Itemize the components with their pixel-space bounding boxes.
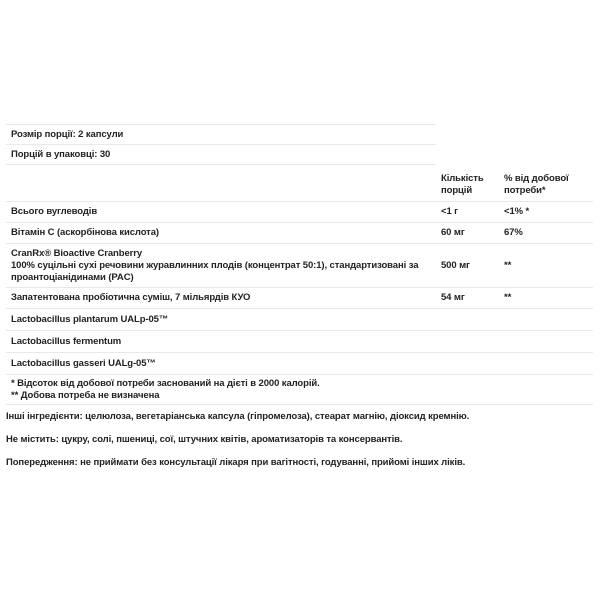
nutrient-name: Lactobacillus plantarum UALp-05™ bbox=[11, 313, 169, 325]
servings-per-container: Порцій в упаковці: 30 bbox=[11, 149, 111, 160]
nutrient-daily-value: 67% bbox=[504, 227, 523, 238]
nutrient-name: Вітамін С (аскорбінова кислота) bbox=[11, 227, 159, 238]
nutrient-name-description: 100% суцільні сухі речовини журавлинних плодів (концентрат 50:1), стандартизовані за проантоціанідинами (PAC) bbox=[11, 259, 419, 283]
nutrient-daily-value: ** bbox=[504, 292, 512, 303]
daily-value-note: * Відсоток від добової потреби заснований на дієті в 2000 калорій. bbox=[11, 377, 320, 389]
does-not-contain: Не містить: цукру, солі, пшениці, сої, штучних квітів, ароматизаторів та консервантів. bbox=[6, 434, 403, 445]
table-row bbox=[6, 244, 593, 288]
nutrient-daily-value: ** bbox=[504, 259, 512, 271]
nutrient-name: Всього вуглеводів bbox=[11, 206, 98, 217]
serving-size-row bbox=[6, 124, 436, 144]
nutrient-amount: 500 мг bbox=[441, 259, 470, 271]
nutrient-name bbox=[6, 248, 436, 284]
not-established-note: ** Добова потреба не визначена bbox=[11, 389, 160, 401]
table-row bbox=[6, 353, 593, 375]
table-row bbox=[6, 331, 593, 353]
table-row bbox=[6, 223, 593, 244]
servings-per-container-row bbox=[6, 144, 436, 165]
nutrition-table bbox=[6, 166, 593, 405]
serving-info-table bbox=[6, 124, 436, 165]
nutrient-amount: <1 г bbox=[441, 206, 459, 217]
nutrient-amount: 60 мг bbox=[441, 227, 465, 238]
other-ingredients: Інші інгредієнти: целюлоза, вегетаріанська капсула (гіпромелоза), стеарат магнію, діоксид кремнію. bbox=[6, 411, 470, 422]
table-row bbox=[6, 202, 593, 223]
nutrient-name: Lactobacillus gasseri UALg-05™ bbox=[11, 357, 156, 369]
nutrient-name: Lactobacillus fermentum bbox=[11, 335, 122, 347]
table-notes-row bbox=[6, 375, 593, 405]
serving-size: Розмір порції: 2 капсули bbox=[11, 129, 124, 140]
table-row bbox=[6, 309, 593, 331]
nutrient-daily-value: <1% * bbox=[504, 206, 530, 217]
table-notes bbox=[6, 378, 593, 402]
table-row bbox=[6, 288, 593, 309]
table-header-row bbox=[6, 166, 593, 202]
header-daily-value: % від добової потреби* bbox=[504, 172, 569, 196]
nutrient-name-title: CranRx® Bioactive Cranberry bbox=[11, 247, 143, 259]
nutrient-amount: 54 мг bbox=[441, 292, 465, 303]
nutrient-name: Запатентована пробіотична суміш, 7 мільярдів КУО bbox=[11, 292, 251, 303]
header-amount: Кількість порцій bbox=[441, 172, 484, 196]
warning: Попередження: не приймати без консультації лікаря при вагітності, годуванні, прийомі інших ліків. bbox=[6, 457, 466, 468]
